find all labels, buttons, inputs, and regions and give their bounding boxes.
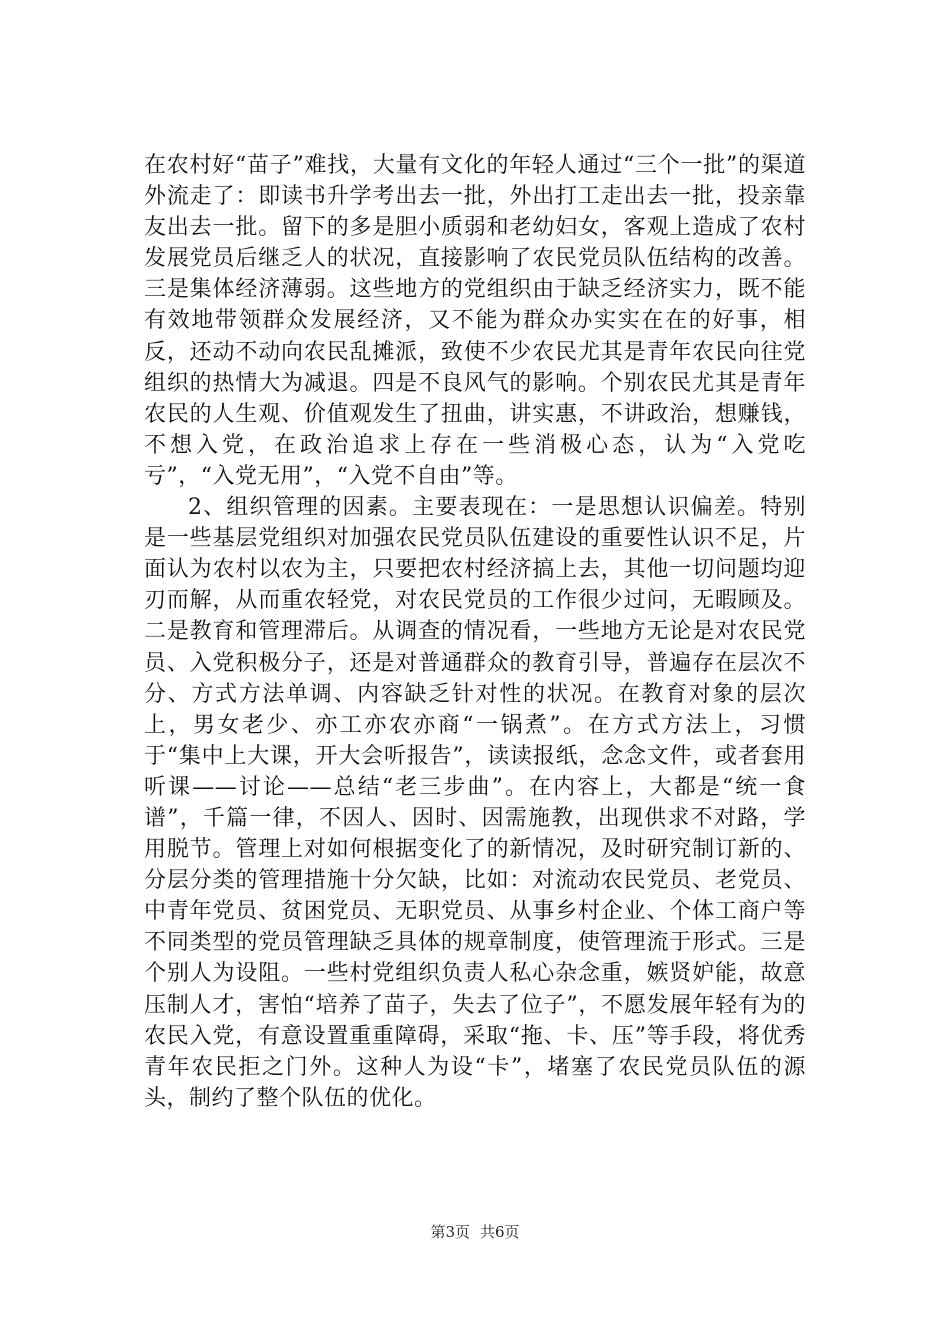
body-paragraph-1: 在农村好“苗子”难找，大量有文化的年轻人通过“三个一批”的渠道外流走了：即读书升学考出去一批，外出打工走出去一批，投亲靠友出去一批。留下的多是胆小质弱和老幼妇女，客观上造成了农村发展党员后继乏人的状况，直接影响了农民党员队伍结构的改善。三是集体经济薄弱。这些地方的党组织由于缺乏经济实力，既不能有效地带领群众发展经济，又不能为群众办实实在在的好事，相反，还动不动向农民乱摊派，致使不少农民尤其是青年农民向往党组织的热情大为减退。四是不良风气的影响。个别农民尤其是青年农民的人生观、价值观发生了扭曲，讲实惠，不讲政治，想赚钱，不想入党，在政治追求上存在一些消极心态，认为“入党吃亏”，“入党无用”，“入党不自由”等。 bbox=[144, 153, 806, 489]
page-total: 共6页 bbox=[480, 1223, 520, 1241]
page-footer bbox=[0, 1222, 950, 1242]
document-body bbox=[144, 150, 806, 1114]
body-paragraph-2: 2、组织管理的因素。主要表现在：一是思想认识偏差。特别是一些基层党组织对加强农民党员队伍建设的重要性认识不足，片面认为农村以农为主，只要把农村经济搞上去，其他一切问题均迎刃而解，从而重农轻党，对农民党员的工作很少过问，无暇顾及。二是教育和管理滞后。从调查的情况看，一些地方无论是对农民党员、入党积极分子，还是对普通群众的教育引导，普遍存在层次不分、方式方法单调、内容缺乏针对性的状况。在教育对象的层次上，男女老少、亦工亦农亦商“一锅煮”。在方式方法上，习惯于“集中上大课，开大会听报告”，读读报纸，念念文件，或者套用听课——讨论——总结“老三步曲”。在内容上，大都是“统一食谱”，千篇一律，不因人、因时、因需施教，出现供求不对路，学用脱节。管理上对如何根据变化了的新情况，及时研究制订新的、分层分类的管理措施十分欠缺，比如：对流动农民党员、老党员、中青年党员、贫困党员、无职党员、从事乡村企业、个体工商户等不同类型的党员管理缺乏具体的规章制度，使管理流于形式。三是个别人为设阻。一些村党组织负责人私心杂念重，嫉贤妒能，故意压制人才，害怕“培养了苗子，失去了位子”，不愿发展年轻有为的农民入党，有意设置重重障碍，采取“拖、卡、压”等手段，将优秀青年农民拒之门外。这种人为设“卡”，堵塞了农民党员队伍的源头，制约了整个队伍的优化。 bbox=[144, 495, 806, 1111]
page-number: 第3页 bbox=[430, 1223, 470, 1241]
